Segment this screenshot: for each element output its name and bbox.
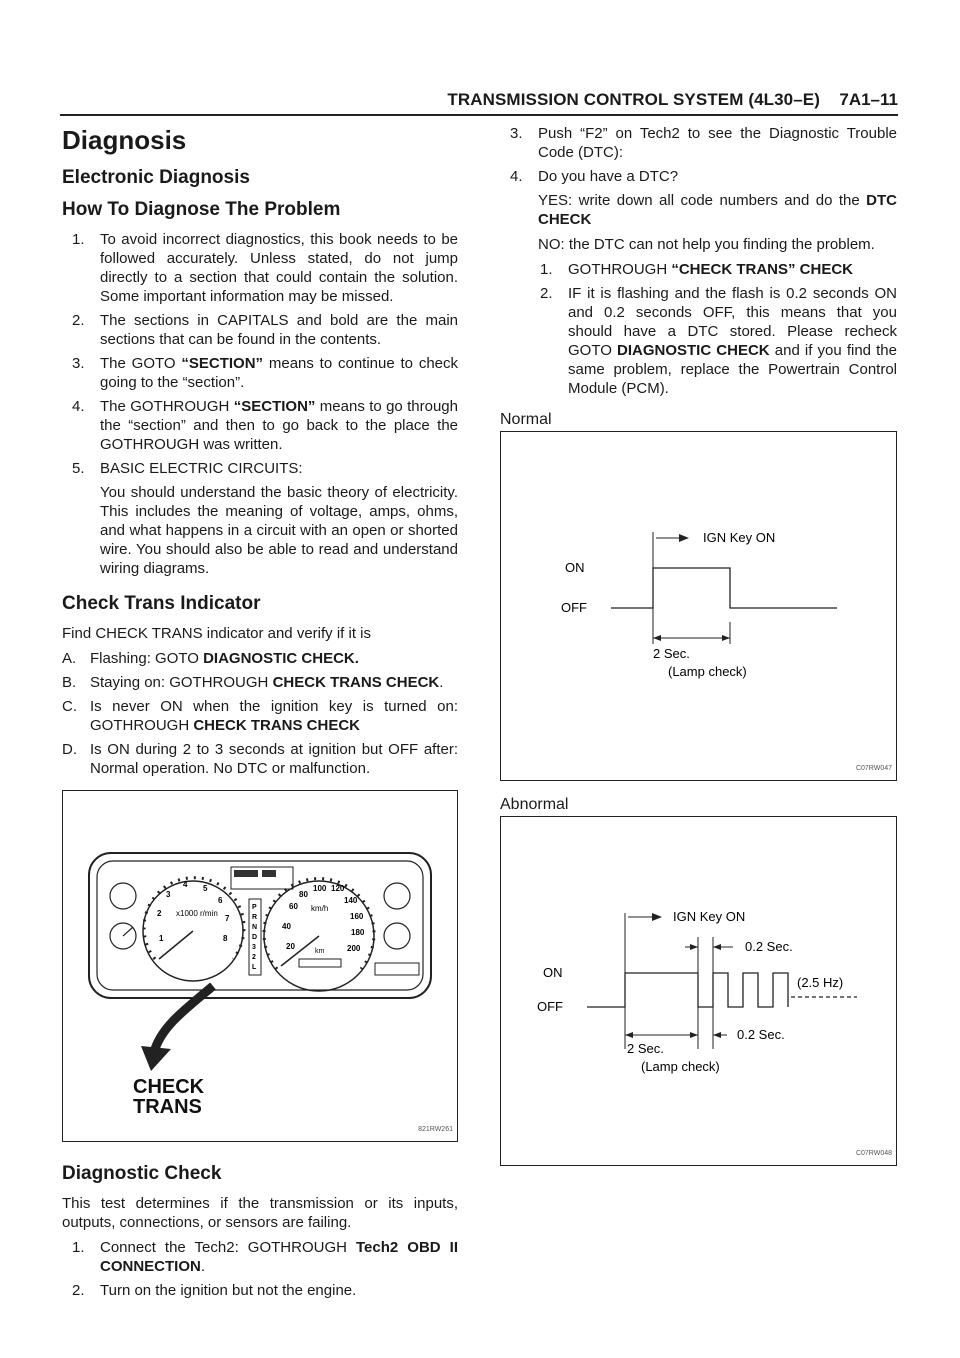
list-item: 2. Turn on the ignition but not the engine. [72,1282,357,1299]
duration-label: 2 Sec. [653,646,690,661]
speed-number: 60 [289,902,298,911]
section-title: TRANSMISSION CONTROL SYSTEM (4L30–E) [447,90,820,109]
instrument-cluster-figure [62,790,458,1142]
check-intro: Find CHECK TRANS indicator and verify if it is [62,625,371,642]
prnd-letter: 3 [252,944,256,951]
speed-number: 180 [351,928,365,937]
list-item: 1. To avoid incorrect diagnostics, this book needs to be followed accurately. Unless stated, do not jump directly to a section that could contain the solution. Some important information may be missed. [72,231,458,305]
ign-key-label: IGN Key ON [703,530,776,545]
abnormal-timing-figure [500,816,897,1166]
figure-code: 821RW261 [418,1126,453,1133]
heading-check-trans-indicator: Check Trans Indicator [62,593,261,614]
heading-diagnostic-check: Diagnostic Check [62,1163,222,1184]
speedo-unit-label: km/h [311,904,329,913]
list-item: 2. The sections in CAPITALS and bold are the main sections that can be found in the contents. [72,312,458,348]
frequency-label: (2.5 Hz) [797,975,844,990]
list-item: 3. The GOTO “SECTION” means to continue to check going to the “section”. [72,355,459,391]
off-label: OFF [537,999,563,1014]
prnd-letter: P [252,904,257,911]
tach-number: 1 [159,934,164,943]
page-header [60,88,898,116]
normal-timing-diagram [501,432,896,780]
list-item: B. Staying on: GOTHROUGH CHECK TRANS CHECK. [62,674,444,691]
list-item: D. Is ON during 2 to 3 seconds at ignition but OFF after: Normal operation. No DTC or malfunction. [62,741,458,777]
tach-number: 2 [157,909,162,918]
speed-number: 20 [286,942,295,951]
prnd-letter: D [252,934,258,941]
tach-number: 7 [225,914,230,923]
figure-code: C07RW047 [855,765,892,772]
left-column [62,120,458,1305]
speed-number: 160 [350,912,364,921]
yes-answer: YES: write down all code numbers and do the DTC CHECK [538,192,897,228]
list-item: 1. GOTHROUGH “CHECK TRANS” CHECK [540,261,854,278]
abnormal-figure-label: Abnormal [500,796,569,813]
diag-list [62,1238,458,1300]
page-number: 7A1–11 [839,90,898,109]
prnd-letter: 2 [252,954,256,961]
lamp-check-label: (Lamp check) [668,664,747,679]
list-item: 3. Push “F2” on Tech2 to see the Diagnostic Trouble Code (DTC): [510,125,897,161]
off-label: OFF [561,600,587,615]
tach-number: 5 [203,884,208,893]
list-item: A. Flashing: GOTO DIAGNOSTIC CHECK. [62,650,359,667]
check-list [62,649,458,778]
tach-number: 6 [218,896,223,905]
heading-diagnosis: Diagnosis [62,125,187,155]
prnd-letter: N [252,924,258,931]
check-callout-line2: TRANS [133,1096,202,1118]
list-item: 1. Connect the Tech2: GOTHROUGH Tech2 OBD II CONNECTION. [72,1239,458,1275]
figure-code: C07RW048 [855,1150,892,1157]
speed-number: 120 [331,884,345,893]
speed-number: 40 [282,922,291,931]
tach-number: 4 [183,880,188,889]
list-item: 4. The GOTHROUGH “SECTION” means to go through the “section” and then to go back to the place the GOTHROUGH was written. [72,398,458,453]
check-callout-line1: CHECK [133,1076,205,1098]
list-item: 2. IF it is flashing and the flash is 0.2 seconds ON and 0.2 seconds OFF, this means that you should have a DTC stored. Please recheck GOTO DIAGNOSTIC CHECK and if you find the same problem, replace the Powertrain Control Module (PCM). [540,285,897,397]
prnd-letter: L [252,964,257,971]
odometer-unit: km [315,948,325,955]
sub-list [530,260,897,398]
list-item: C. Is never ON when the ignition key is turned on: GOTHROUGH CHECK TRANS CHECK [62,698,458,734]
prnd-letter: R [252,914,258,921]
tach-unit-label: x1000 r/min [176,909,218,918]
how-to-list [62,230,458,578]
speed-number: 100 [313,884,327,893]
instrument-cluster-illustration [63,791,457,1141]
ign-key-label: IGN Key ON [673,909,746,924]
heading-electronic-diagnosis: Electronic Diagnosis [62,167,250,188]
duration-label: 2 Sec. [627,1041,664,1056]
abnormal-timing-diagram [501,817,896,1165]
speed-number: 200 [347,944,361,953]
lamp-check-label: (Lamp check) [641,1059,720,1074]
speed-number: 140 [344,896,358,905]
normal-figure-label: Normal [500,411,552,428]
on-label: ON [565,560,585,575]
flash-off-duration: 0.2 Sec. [737,1027,785,1042]
speed-number: 80 [299,890,308,899]
heading-how-to-diagnose: How To Diagnose The Problem [62,199,341,220]
header-rule [60,114,898,116]
diag-intro: This test determines if the transmission or its inputs, outputs, connections, or sensors are failing. [62,1195,458,1231]
basic-circuits-text: You should understand the basic theory of electricity. This includes the meaning of voltage, amps, ohms, and what happens in a circuit with an open or shorted wire. You should also be able to read and understand wiring diagrams. [100,484,458,577]
tach-number: 3 [166,890,171,899]
list-item: 4. Do you have a DTC? [510,168,679,185]
normal-timing-figure [500,431,897,781]
right-column [500,124,897,1166]
tach-number: 8 [223,934,228,943]
no-answer: NO: the DTC can not help you finding the problem. [538,236,875,253]
flash-on-duration: 0.2 Sec. [745,939,793,954]
list-item: 5. BASIC ELECTRIC CIRCUITS: [72,460,303,477]
on-label: ON [543,965,563,980]
